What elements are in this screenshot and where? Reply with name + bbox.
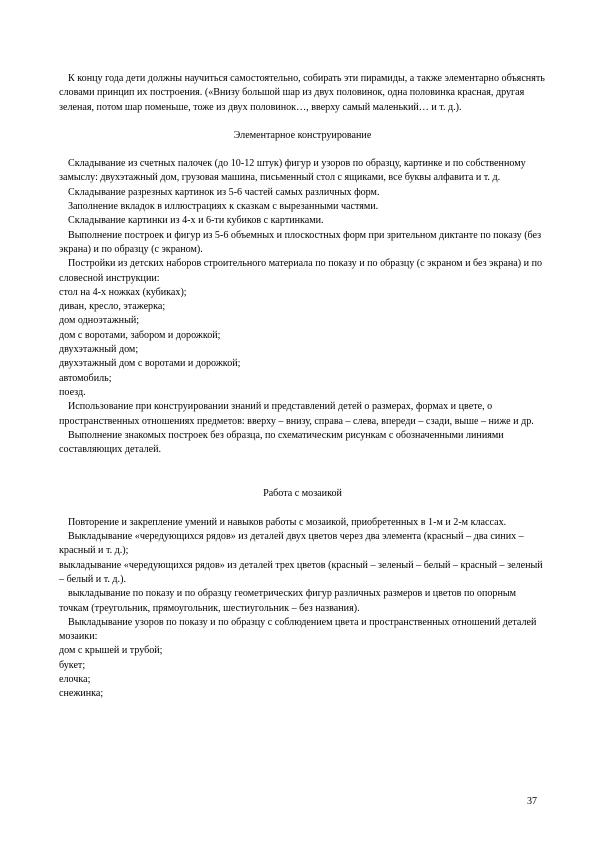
paragraph-visual-dictation: Выполнение построек и фигур из 5-6 объемных и плоскостных форм при зрительном диктанте по показу (без экрана) и по образцу (с экраном).	[59, 229, 542, 255]
paragraph-two-colors: Выкладывание «чередующихся рядов» из деталей двух цветов через два элемента (красный – два синих – красный и т. д.);	[59, 531, 524, 557]
list-item: стол на 4-х ножках (кубиках);	[59, 286, 187, 298]
page-number: 37	[527, 796, 537, 807]
paragraph-three-colors: выкладывание «чередующихся рядов» из деталей трех цветов (красный – зеленый – белый – красный – зеленый – белый и т. д.).	[59, 559, 543, 585]
paragraph-picture-cubes: Складывание картинки из 4-х и 6-ти кубиков с картинками.	[68, 215, 324, 227]
paragraph-spatial-knowledge: Использование при конструировании знаний и представлений детей о размерах, формах и цвете, о пространственных отношениях предметов: вверху – внизу, справа – слева, впереди – сзади, выше – ниже и др.	[59, 401, 534, 427]
list-item: поезд.	[59, 386, 86, 398]
list-item: автомобиль;	[59, 372, 112, 384]
list-item: букет;	[59, 659, 86, 671]
list-item: елочка;	[59, 673, 91, 685]
list-item: двухэтажный дом;	[59, 344, 139, 356]
paragraph-mosaic-repeat: Повторение и закрепление умений и навыков работы с мозаикой, приобретенных в 1-м и 2-м классах.	[68, 516, 507, 528]
page-content	[59, 72, 546, 702]
paragraph-cut-pictures: Складывание разрезных картинок из 5-6 частей самых различных форм.	[68, 186, 380, 198]
list-item: дом с воротами, забором и дорожкой;	[59, 329, 221, 341]
list-item: снежинка;	[59, 688, 104, 700]
paragraph-inserts: Заполнение вкладок в иллюстрациях к сказкам с вырезанными частями.	[68, 201, 379, 213]
paragraph-counting-sticks: Складывание из счетных палочек (до 10-12 штук) фигур и узоров по образцу, картинке и по собственному замыслу: двухэтажный дом, грузовая машина, письменный стол с ящиками, все буквы алфавита и т. д.	[59, 158, 526, 184]
list-item: двухэтажный дом с воротами и дорожкой;	[59, 358, 241, 370]
list-item: дом одноэтажный;	[59, 315, 140, 327]
paragraph-patterns: Выкладывание узоров по показу и по образцу с соблюдением цвета и пространственных отношений деталей мозаики:	[59, 616, 537, 643]
paragraph-pyramids: К концу года дети должны научиться самостоятельно, собирать эти пирамиды, а также элементарно объяснять словами принцип их построения. («Внизу большой шар из двух половинок, одна половинка красная, другая зеленая, потом шар поменьше, тоже из двух половинок…, вверху самый маленький… и т. д.).	[59, 73, 545, 113]
paragraph-geometric-figures: выкладывание по показу и по образцу геометрических фигур различных размеров и цветов по опорным точкам (треугольник, прямоугольник, шестиугольник – без названия).	[59, 588, 517, 614]
list-item: дом с крышей и трубой;	[59, 645, 163, 657]
paragraph-building-sets: Постройки из детских наборов строительного материала по показу и по образцу (с экраном и без экрана) и по словесной инструкции:	[59, 258, 543, 284]
heading-construction: Элементарное конструирование	[233, 129, 372, 141]
heading-mosaic: Работа с мозаикой	[263, 488, 342, 500]
paragraph-schematic-drawings: Выполнение знакомых построек без образца, по схематическим рисункам с обозначенными линиями составляющих деталей.	[59, 429, 504, 456]
list-item: диван, кресло, этажерка;	[59, 301, 166, 313]
